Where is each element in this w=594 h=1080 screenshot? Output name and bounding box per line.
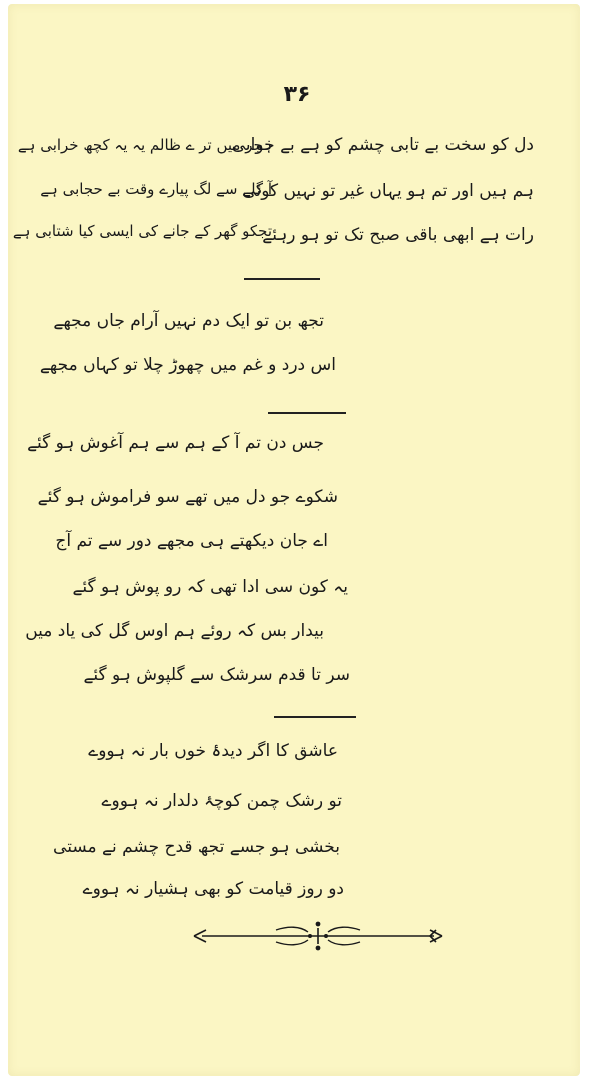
- couplet-2-right-line: ہم ہیں اور تم ہو یہاں غیر تو نہیں کوئی: [242, 181, 534, 201]
- poem-3-line-5: بیدار بس کہ روئے ہم اوس گل کی یاد میں: [25, 621, 324, 641]
- poem-3-line-2: شکوے جو دل میں تھے سو فراموش ہو گئے: [37, 487, 338, 507]
- section-divider-3: [274, 716, 356, 718]
- couplet-3-left-line: تجکو گھر کے جانے کی ایسی کیا شتابی ہے: [12, 222, 272, 240]
- poem-4-line-4: دو روز قیامت کو بھی ہشیار نہ ہووے: [82, 879, 344, 899]
- couplet-3-right-line: رات ہے ابھی باقی صبح تک تو ہو رہئے: [262, 225, 534, 245]
- poem-4-line-3: بخشی ہو جسے تجھ قدح چشم نے مستی: [53, 837, 340, 857]
- poem-4-line-2: تو رشک چمن کوچۂ دلدار نہ ہووے: [101, 791, 342, 811]
- couplet-1-left-line: ہجر میں تر ے ظالم یہ یہ کچھ خرابی ہے: [17, 136, 272, 154]
- poem-3-line-4: یہ کون سی ادا تھی کہ رو پوش ہو گئے: [72, 577, 348, 597]
- poem-3-line-1: جس دن تم آ کے ہم سے ہم آغوش ہو گئے: [27, 433, 324, 453]
- section-divider-2: [268, 412, 346, 414]
- poem-2-line-1: تجھ بن تو ایک دم نہیں آرام جاں مجھے: [53, 311, 324, 331]
- poem-2-line-2: اس درد و غم میں چھوڑ چلا تو کہاں مجھے: [39, 355, 336, 375]
- poem-4-line-1: عاشق کا اگر دیدۂ خوں بار نہ ہووے: [88, 741, 338, 761]
- page-number: ۳۶: [283, 82, 311, 107]
- couplet-1-right-line: دل کو سخت بے تابی چشم کو ہے بے خوابی: [231, 135, 534, 155]
- couplet-2-left-line: آ گلے سے لگ پیارے وقت بے حجابی ہے: [40, 180, 272, 198]
- poem-3-line-3: اے جان دیکھتے ہی مجھے دور سے تم آج: [55, 531, 328, 551]
- section-divider-1: [244, 278, 320, 280]
- poem-3-line-6: سر تا قدم سرشک سے گلپوش ہو گئے: [83, 665, 350, 685]
- arrow-flourish-ornament: [190, 916, 446, 956]
